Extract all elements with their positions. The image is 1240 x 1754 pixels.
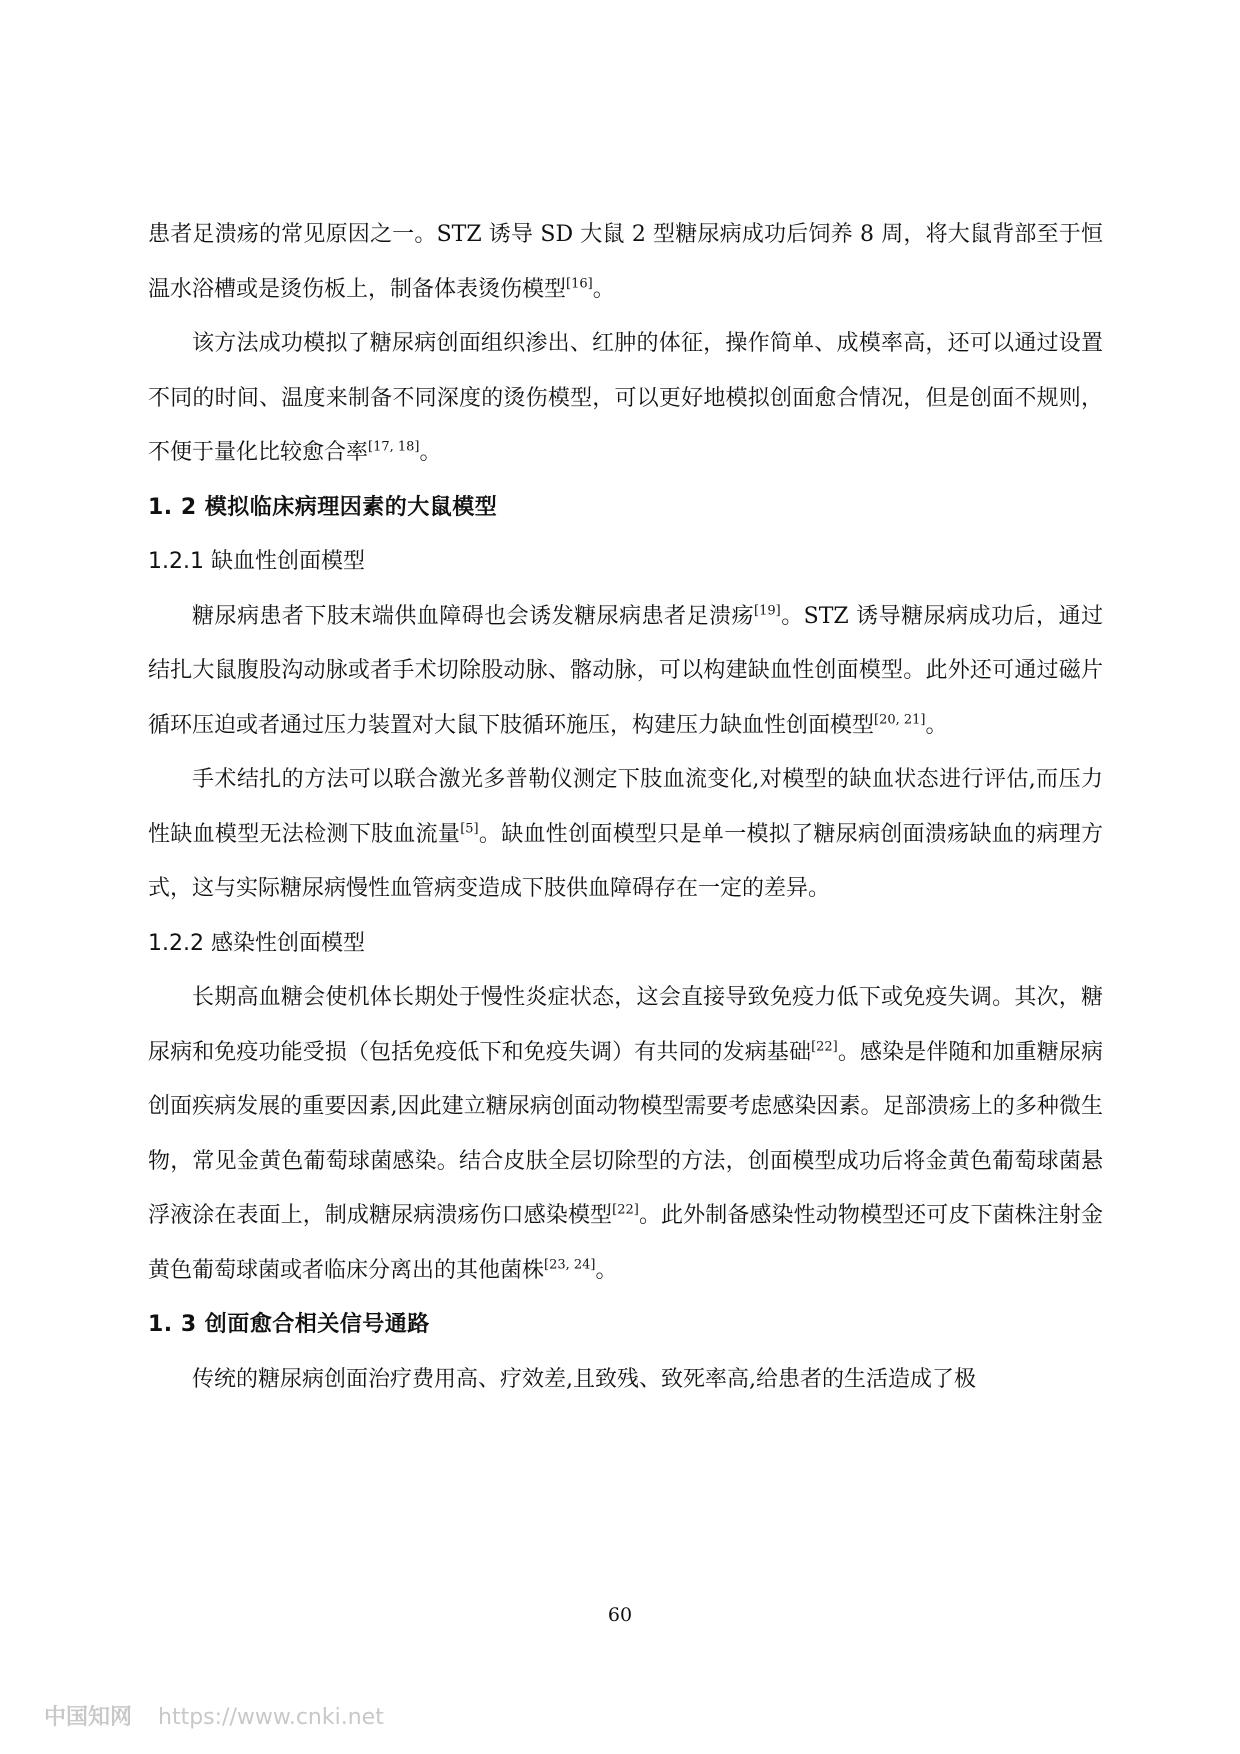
paragraph-text: 长期高血糖会使机体长期处于慢性炎症状态，这会直接导致免疫力低下或免疫失调。其次，糖尿病和免疫功能受损（包括免疫低下和免疫失调）有共同的发病基础 (148, 985, 1103, 1065)
paragraph-signaling-intro (148, 1353, 1103, 1408)
punctuation: 。 (595, 1257, 618, 1283)
page-number: 60 (607, 1604, 633, 1626)
punctuation: 。 (925, 712, 948, 738)
citation-ref: [20, 21] (874, 712, 926, 728)
citation-ref: [17, 18] (368, 439, 420, 455)
citation-ref: [23, 24] (544, 1257, 596, 1273)
paragraph-burn-model (148, 208, 1103, 317)
punctuation: 。 (592, 276, 615, 302)
punctuation: 。 (419, 440, 442, 465)
paragraph-text: 患者足溃疡的常见原因之一。STZ 诱导 SD 大鼠 2 型糖尿病成功后饲养 8 周，将大鼠背部至于恒温水浴槽或是烫伤板上，制备体表烫伤模型 (148, 222, 1103, 302)
watermark-url: https://www.cnki.net (158, 1705, 384, 1730)
cnki-watermark (44, 1700, 384, 1731)
subsection-heading-1-2-2: 1.2.2 感染性创面模型 (148, 930, 365, 956)
paragraph-text: 。缺血性创面模型只是单一模拟了糖尿病创面溃疡缺血的病理方式，这与实际糖尿病慢性血管病变造成下肢供血障碍存在一定的差异。 (148, 821, 1103, 901)
section-heading-1-2: 1. 2 模拟临床病理因素的大鼠模型 (148, 494, 498, 520)
paragraph-burn-evaluation (148, 317, 1103, 481)
citation-ref: [22] (811, 1039, 838, 1055)
paragraph-ischemic-evaluation (148, 753, 1103, 917)
paragraph-infection-model (148, 971, 1103, 1298)
citation-ref: [22] (612, 1202, 639, 1218)
page-body (148, 208, 1103, 1407)
paragraph-text: 。此外制备感染性动物模型还可皮下菌株注射金黄色葡萄球菌或者临床分离出的其他菌株 (148, 1203, 1103, 1283)
paragraph-text: 糖尿病患者下肢末端供血障碍也会诱发糖尿病患者足溃疡 (192, 603, 755, 629)
paragraph-ischemic-model (148, 590, 1103, 754)
paragraph-text: 该方法成功模拟了糖尿病创面组织渗出、红肿的体征，操作简单、成模率高，还可以通过设置不同的时间、温度来制备不同深度的烫伤模型，可以更好地模拟创面愈合情况，但是创面不规则，不便于量化比较愈合率 (148, 331, 1103, 465)
section-heading-1-3: 1. 3 创面愈合相关信号通路 (148, 1312, 430, 1337)
citation-ref: [19] (754, 603, 781, 619)
paragraph-text: 手术结扎的方法可以联合激光多普勒仪测定下肢血流变化,对模型的缺血状态进行评估,而压力性缺血模型无法检测下肢血流量 (148, 767, 1103, 847)
watermark-logo-text: 中国知网 (44, 1705, 133, 1730)
subsection-heading-1-2-1: 1.2.1 缺血性创面模型 (148, 549, 365, 574)
paragraph-text: 。感染是伴随和加重糖尿病创面疾病发展的重要因素,因此建立糖尿病创面动物模型需要考虑感染因素。足部溃疡上的多种微生物，常见金黄色葡萄球菌感染。结合皮肤全层切除型的方法，创面模型成功后将金黄色葡萄球菌悬浮液涂在表面上，制成糖尿病溃疡伤口感染模型 (148, 1039, 1103, 1228)
paragraph-text: 。STZ 诱导糖尿病成功后，通过结扎大鼠腹股沟动脉或者手术切除股动脉、髂动脉，可以构建缺血性创面模型。此外还可通过磁片循环压迫或者通过压力装置对大鼠下肢循环施压，构建压力缺血性创面模型 (148, 603, 1103, 738)
citation-ref: [16] (566, 276, 593, 292)
paragraph-text: 传统的糖尿病创面治疗费用高、疗效差,且致残、致死率高,给患者的生活造成了极 (192, 1366, 976, 1392)
citation-ref: [5] (460, 821, 479, 837)
